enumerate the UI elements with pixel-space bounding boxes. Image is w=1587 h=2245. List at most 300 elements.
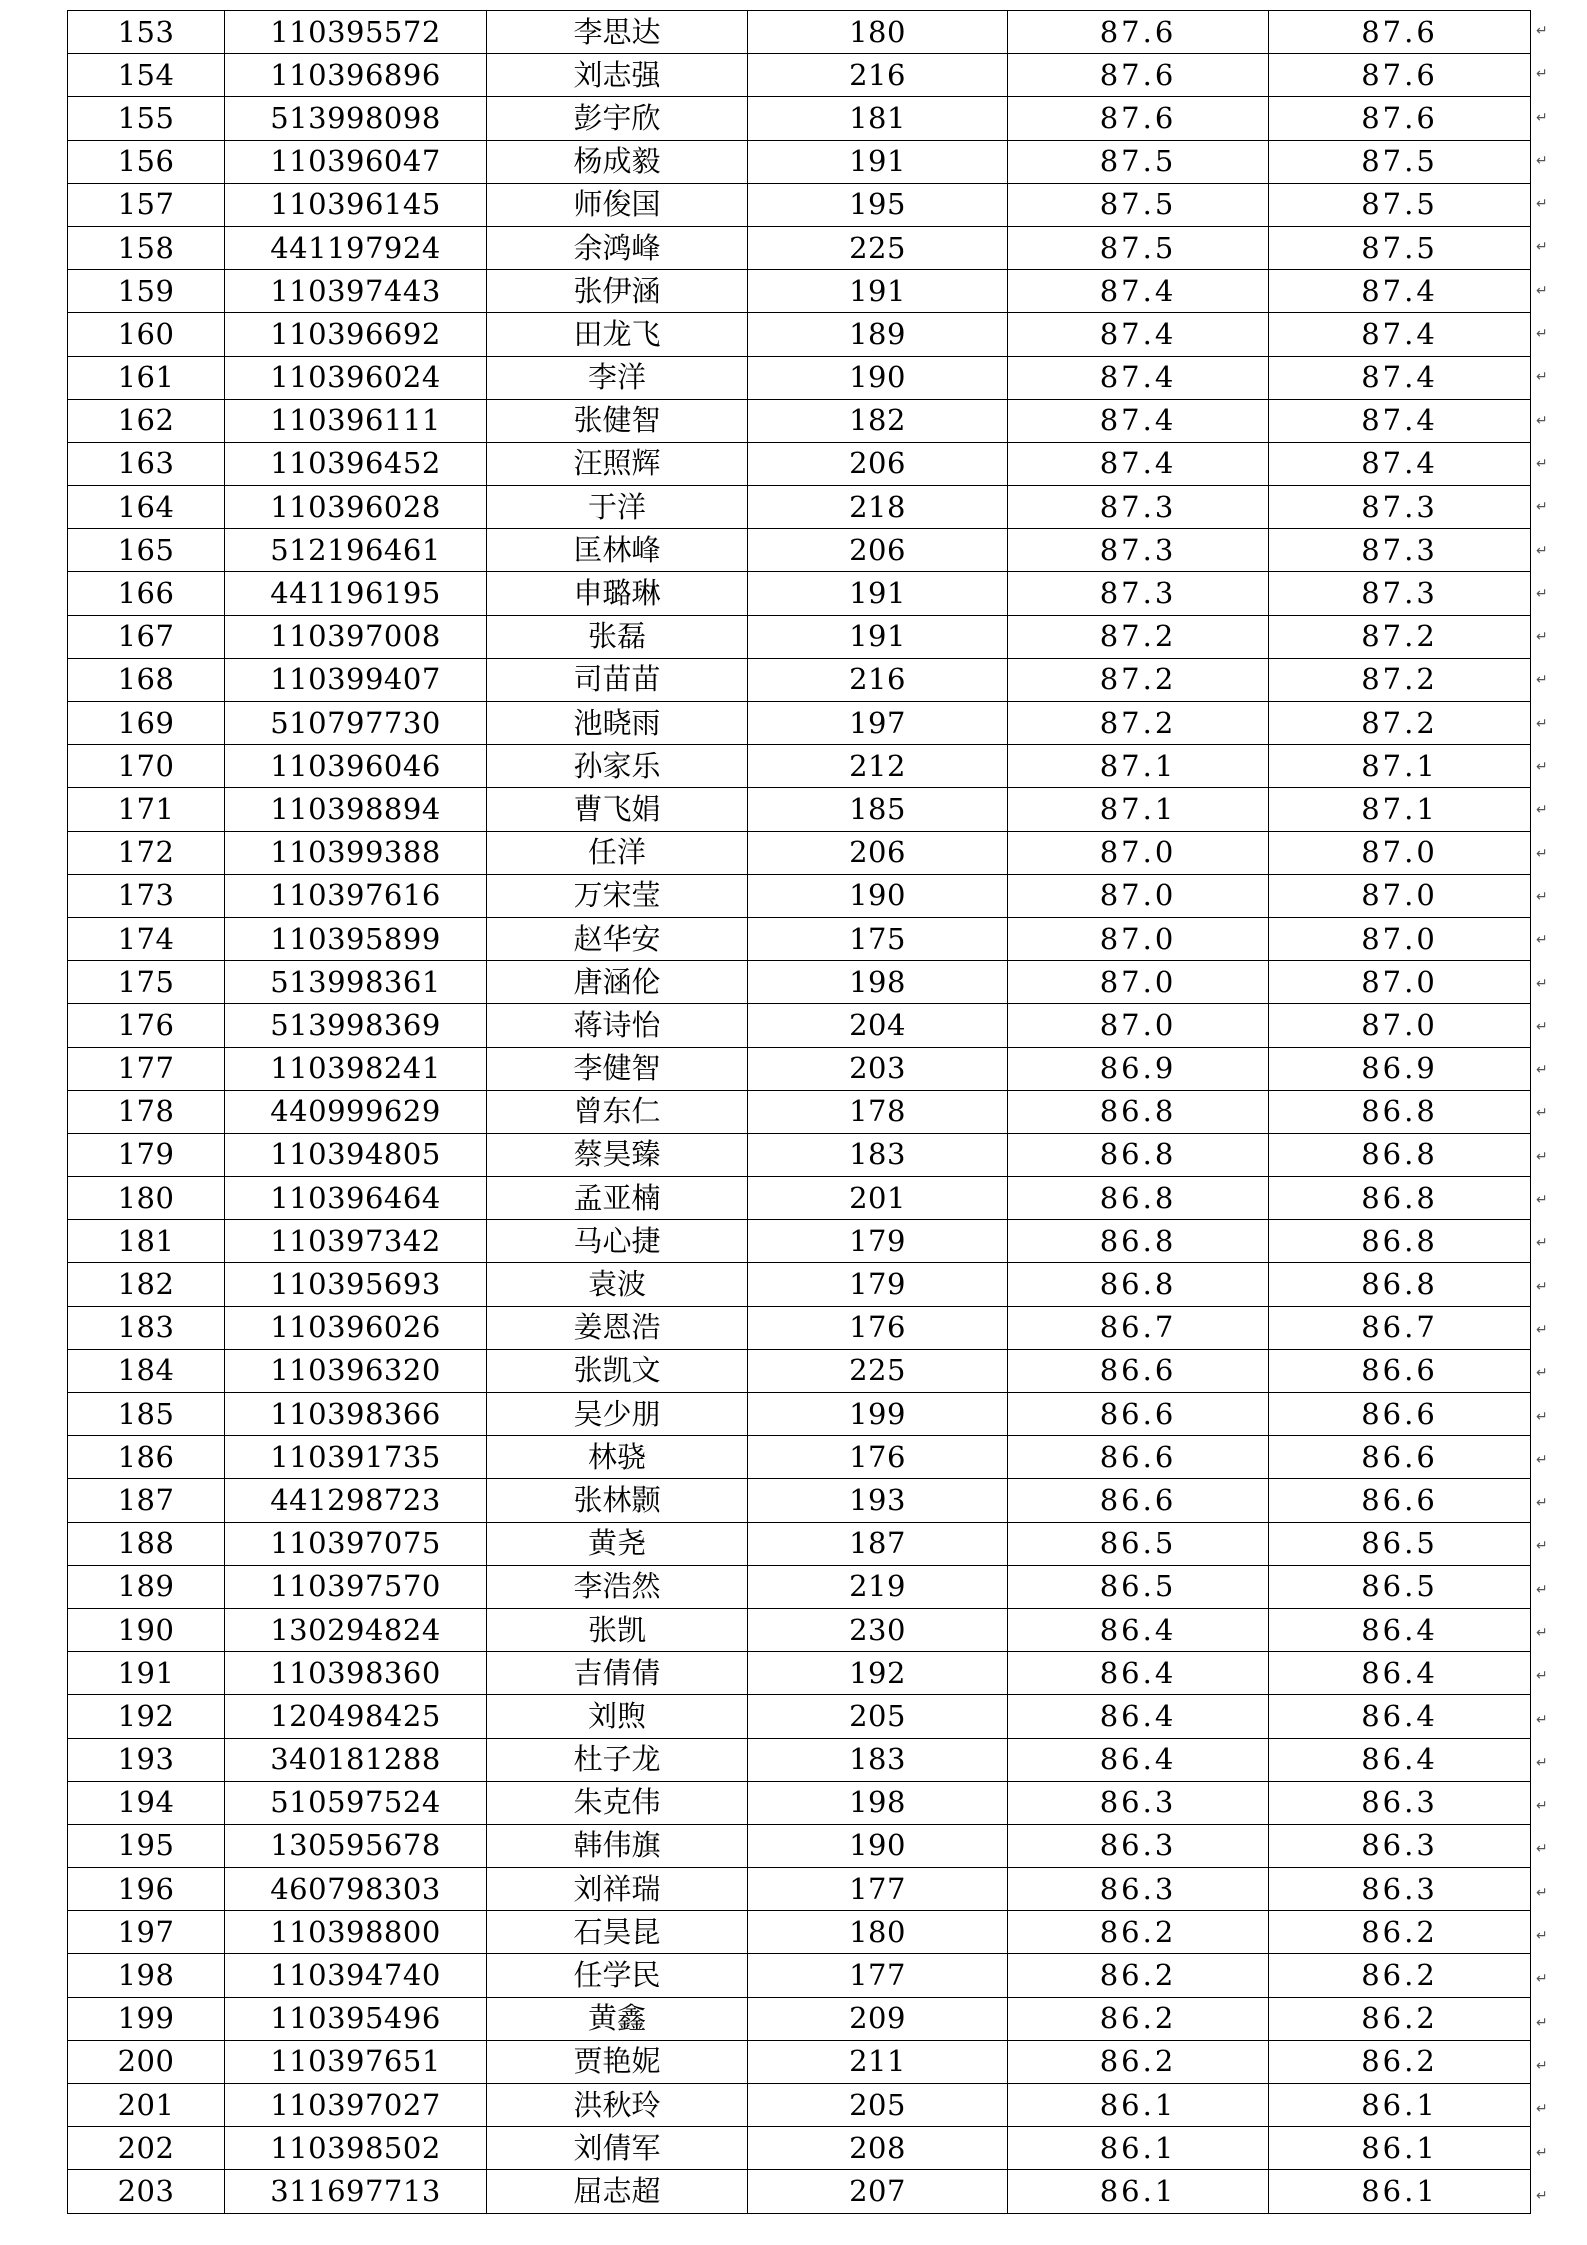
score-a-cell: 191 [748, 270, 1008, 313]
table-row [68, 140, 1531, 183]
paragraph-mark-icon: ↵ [1536, 1581, 1548, 1598]
rank-cell: 200 [68, 2040, 225, 2083]
table-row [68, 1695, 1531, 1738]
name-cell: 吉倩倩 [487, 1652, 748, 1695]
rank-cell: 164 [68, 486, 225, 529]
rank-cell: 154 [68, 54, 225, 97]
score-b-cell: 86.6 [1008, 1436, 1269, 1479]
paragraph-mark-icon: ↵ [1536, 1624, 1548, 1641]
score-a-cell: 190 [748, 356, 1008, 399]
candidate-id-cell: 311697713 [225, 2170, 487, 2213]
score-c-cell: 86.8 [1269, 1220, 1531, 1263]
name-cell: 孙家乐 [487, 745, 748, 788]
score-c-cell: 87.3 [1269, 572, 1531, 615]
paragraph-mark-icon: ↵ [1536, 2057, 1548, 2074]
score-b-cell: 87.5 [1008, 140, 1269, 183]
score-a-cell: 207 [748, 2170, 1008, 2213]
score-a-cell: 225 [748, 1349, 1008, 1392]
table-row [68, 11, 1531, 54]
score-c-cell: 86.6 [1269, 1393, 1531, 1436]
name-cell: 孟亚楠 [487, 1177, 748, 1220]
rank-cell: 167 [68, 615, 225, 658]
score-a-cell: 230 [748, 1608, 1008, 1651]
score-c-cell: 87.3 [1269, 486, 1531, 529]
name-cell: 田龙飞 [487, 313, 748, 356]
name-cell: 张凯 [487, 1608, 748, 1651]
candidate-id-cell: 110395693 [225, 1263, 487, 1306]
rank-cell: 201 [68, 2084, 225, 2127]
score-c-cell: 86.4 [1269, 1608, 1531, 1651]
table-row [68, 442, 1531, 485]
score-b-cell: 86.8 [1008, 1090, 1269, 1133]
score-b-cell: 86.4 [1008, 1652, 1269, 1695]
rank-cell: 183 [68, 1306, 225, 1349]
candidate-id-cell: 513998369 [225, 1004, 487, 1047]
score-c-cell: 86.3 [1269, 1824, 1531, 1867]
score-b-cell: 86.1 [1008, 2127, 1269, 2170]
candidate-id-cell: 110398366 [225, 1393, 487, 1436]
score-a-cell: 216 [748, 54, 1008, 97]
rank-cell: 197 [68, 1911, 225, 1954]
table-row [68, 529, 1531, 572]
name-cell: 李思达 [487, 11, 748, 54]
paragraph-mark-icon: ↵ [1536, 932, 1548, 949]
table-row [68, 1652, 1531, 1695]
rank-cell: 179 [68, 1133, 225, 1176]
candidate-id-cell: 110397075 [225, 1522, 487, 1565]
score-b-cell: 86.6 [1008, 1349, 1269, 1392]
paragraph-mark-icon: ↵ [1536, 2101, 1548, 2118]
name-cell: 石昊昆 [487, 1911, 748, 1954]
table-row [68, 2084, 1531, 2127]
score-c-cell: 86.5 [1269, 1565, 1531, 1608]
score-a-cell: 181 [748, 97, 1008, 140]
score-a-cell: 206 [748, 831, 1008, 874]
paragraph-mark-icon: ↵ [1536, 1451, 1548, 1468]
score-c-cell: 87.2 [1269, 658, 1531, 701]
score-c-cell: 86.6 [1269, 1479, 1531, 1522]
name-cell: 彭宇欣 [487, 97, 748, 140]
score-b-cell: 86.8 [1008, 1177, 1269, 1220]
rank-cell: 194 [68, 1781, 225, 1824]
candidate-id-cell: 110391735 [225, 1436, 487, 1479]
candidate-id-cell: 110398894 [225, 788, 487, 831]
score-c-cell: 87.0 [1269, 831, 1531, 874]
name-cell: 姜恩浩 [487, 1306, 748, 1349]
score-b-cell: 87.4 [1008, 399, 1269, 442]
name-cell: 袁波 [487, 1263, 748, 1306]
score-b-cell: 87.6 [1008, 97, 1269, 140]
rank-cell: 166 [68, 572, 225, 615]
score-a-cell: 198 [748, 961, 1008, 1004]
name-cell: 张磊 [487, 615, 748, 658]
candidate-id-cell: 130595678 [225, 1824, 487, 1867]
candidate-id-cell: 110397342 [225, 1220, 487, 1263]
candidate-id-cell: 510797730 [225, 702, 487, 745]
paragraph-mark-icon: ↵ [1536, 455, 1548, 472]
score-b-cell: 87.4 [1008, 442, 1269, 485]
table-row [68, 658, 1531, 701]
score-a-cell: 206 [748, 442, 1008, 485]
table-row [68, 270, 1531, 313]
paragraph-mark-icon: ↵ [1536, 1148, 1548, 1165]
score-a-cell: 191 [748, 615, 1008, 658]
score-c-cell: 86.2 [1269, 2040, 1531, 2083]
candidate-id-cell: 440999629 [225, 1090, 487, 1133]
score-c-cell: 87.0 [1269, 917, 1531, 960]
rank-cell: 198 [68, 1954, 225, 1997]
paragraph-mark-icon: ↵ [1536, 412, 1548, 429]
table-row [68, 572, 1531, 615]
score-a-cell: 179 [748, 1220, 1008, 1263]
paragraph-mark-icon: ↵ [1536, 975, 1548, 992]
score-c-cell: 87.4 [1269, 313, 1531, 356]
score-b-cell: 86.3 [1008, 1868, 1269, 1911]
name-cell: 匡林峰 [487, 529, 748, 572]
score-table-body [68, 11, 1531, 2214]
name-cell: 刘煦 [487, 1695, 748, 1738]
rank-cell: 191 [68, 1652, 225, 1695]
score-a-cell: 206 [748, 529, 1008, 572]
name-cell: 黄鑫 [487, 1997, 748, 2040]
score-b-cell: 86.2 [1008, 2040, 1269, 2083]
table-row [68, 1911, 1531, 1954]
name-cell: 池晓雨 [487, 702, 748, 745]
paragraph-mark-icon: ↵ [1536, 1192, 1548, 1209]
score-c-cell: 86.3 [1269, 1868, 1531, 1911]
score-b-cell: 86.2 [1008, 1954, 1269, 1997]
score-a-cell: 212 [748, 745, 1008, 788]
rank-cell: 163 [68, 442, 225, 485]
paragraph-mark-icon: ↵ [1536, 845, 1548, 862]
score-a-cell: 185 [748, 788, 1008, 831]
score-a-cell: 190 [748, 874, 1008, 917]
score-a-cell: 180 [748, 11, 1008, 54]
candidate-id-cell: 441196195 [225, 572, 487, 615]
paragraph-mark-icon: ↵ [1536, 629, 1548, 646]
rank-cell: 169 [68, 702, 225, 745]
table-row [68, 1868, 1531, 1911]
score-c-cell: 87.4 [1269, 270, 1531, 313]
candidate-id-cell: 110396111 [225, 399, 487, 442]
score-c-cell: 86.6 [1269, 1436, 1531, 1479]
score-c-cell: 86.7 [1269, 1306, 1531, 1349]
table-row [68, 97, 1531, 140]
rank-cell: 184 [68, 1349, 225, 1392]
table-row [68, 1565, 1531, 1608]
rank-cell: 199 [68, 1997, 225, 2040]
paragraph-mark-icon: ↵ [1536, 1278, 1548, 1295]
rank-cell: 182 [68, 1263, 225, 1306]
score-b-cell: 86.5 [1008, 1565, 1269, 1608]
score-c-cell: 86.4 [1269, 1695, 1531, 1738]
candidate-id-cell: 130294824 [225, 1608, 487, 1651]
candidate-id-cell: 110396464 [225, 1177, 487, 1220]
score-a-cell: 201 [748, 1177, 1008, 1220]
rank-cell: 189 [68, 1565, 225, 1608]
score-c-cell: 87.2 [1269, 702, 1531, 745]
candidate-id-cell: 110394740 [225, 1954, 487, 1997]
table-row [68, 831, 1531, 874]
score-c-cell: 86.9 [1269, 1047, 1531, 1090]
score-a-cell: 183 [748, 1738, 1008, 1781]
paragraph-mark-icon: ↵ [1536, 1321, 1548, 1338]
score-a-cell: 193 [748, 1479, 1008, 1522]
table-row [68, 54, 1531, 97]
score-b-cell: 86.6 [1008, 1393, 1269, 1436]
score-b-cell: 86.7 [1008, 1306, 1269, 1349]
candidate-id-cell: 110396320 [225, 1349, 487, 1392]
table-row [68, 2040, 1531, 2083]
rank-cell: 195 [68, 1824, 225, 1867]
table-row [68, 313, 1531, 356]
paragraph-mark-icon: ↵ [1536, 499, 1548, 516]
table-row [68, 1177, 1531, 1220]
score-a-cell: 192 [748, 1652, 1008, 1695]
rank-cell: 185 [68, 1393, 225, 1436]
score-a-cell: 218 [748, 486, 1008, 529]
rank-cell: 190 [68, 1608, 225, 1651]
name-cell: 汪照辉 [487, 442, 748, 485]
paragraph-mark-icon: ↵ [1536, 1884, 1548, 1901]
name-cell: 贾艳妮 [487, 2040, 748, 2083]
rank-cell: 160 [68, 313, 225, 356]
score-b-cell: 87.1 [1008, 788, 1269, 831]
candidate-id-cell: 110396896 [225, 54, 487, 97]
score-c-cell: 86.6 [1269, 1349, 1531, 1392]
table-row [68, 1954, 1531, 1997]
table-row [68, 1608, 1531, 1651]
paragraph-mark-icon: ↵ [1536, 542, 1548, 559]
table-row [68, 1306, 1531, 1349]
candidate-id-cell: 512196461 [225, 529, 487, 572]
score-a-cell: 191 [748, 572, 1008, 615]
score-c-cell: 87.5 [1269, 183, 1531, 226]
score-a-cell: 179 [748, 1263, 1008, 1306]
name-cell: 张林颢 [487, 1479, 748, 1522]
table-row [68, 356, 1531, 399]
score-a-cell: 180 [748, 1911, 1008, 1954]
candidate-id-cell: 110395572 [225, 11, 487, 54]
candidate-id-cell: 110397651 [225, 2040, 487, 2083]
candidate-id-cell: 110398800 [225, 1911, 487, 1954]
rank-cell: 165 [68, 529, 225, 572]
score-a-cell: 198 [748, 1781, 1008, 1824]
score-b-cell: 86.4 [1008, 1608, 1269, 1651]
candidate-id-cell: 513998098 [225, 97, 487, 140]
score-c-cell: 86.2 [1269, 1997, 1531, 2040]
score-a-cell: 175 [748, 917, 1008, 960]
paragraph-mark-icon: ↵ [1536, 1062, 1548, 1079]
paragraph-mark-icon: ↵ [1536, 1711, 1548, 1728]
paragraph-mark-icon: ↵ [1536, 1495, 1548, 1512]
name-cell: 蔡昊臻 [487, 1133, 748, 1176]
score-a-cell: 209 [748, 1997, 1008, 2040]
score-c-cell: 86.2 [1269, 1954, 1531, 1997]
table-row [68, 1004, 1531, 1047]
score-c-cell: 87.5 [1269, 226, 1531, 269]
rank-cell: 170 [68, 745, 225, 788]
paragraph-mark-icon: ↵ [1536, 802, 1548, 819]
candidate-id-cell: 340181288 [225, 1738, 487, 1781]
candidate-id-cell: 110396047 [225, 140, 487, 183]
rank-cell: 168 [68, 658, 225, 701]
name-cell: 张健智 [487, 399, 748, 442]
name-cell: 任洋 [487, 831, 748, 874]
candidate-id-cell: 110396692 [225, 313, 487, 356]
candidate-id-cell: 110398241 [225, 1047, 487, 1090]
candidate-id-cell: 120498425 [225, 1695, 487, 1738]
name-cell: 唐涵伦 [487, 961, 748, 1004]
table-row [68, 1824, 1531, 1867]
name-cell: 申璐琳 [487, 572, 748, 615]
name-cell: 杨成毅 [487, 140, 748, 183]
paragraph-mark-icon: ↵ [1536, 326, 1548, 343]
table-row [68, 2127, 1531, 2170]
score-b-cell: 87.2 [1008, 658, 1269, 701]
name-cell: 朱克伟 [487, 1781, 748, 1824]
score-b-cell: 87.6 [1008, 54, 1269, 97]
candidate-id-cell: 110395899 [225, 917, 487, 960]
score-table [67, 10, 1531, 2214]
paragraph-mark-icon: ↵ [1536, 585, 1548, 602]
candidate-id-cell: 110399407 [225, 658, 487, 701]
table-row [68, 2170, 1531, 2213]
table-row [68, 1090, 1531, 1133]
table-row [68, 917, 1531, 960]
score-c-cell: 86.4 [1269, 1652, 1531, 1695]
score-a-cell: 187 [748, 1522, 1008, 1565]
table-row [68, 1738, 1531, 1781]
paragraph-mark-icon: ↵ [1536, 1538, 1548, 1555]
score-b-cell: 86.2 [1008, 1997, 1269, 2040]
rank-cell: 177 [68, 1047, 225, 1090]
name-cell: 刘志强 [487, 54, 748, 97]
score-a-cell: 211 [748, 2040, 1008, 2083]
score-b-cell: 87.2 [1008, 702, 1269, 745]
score-b-cell: 87.4 [1008, 270, 1269, 313]
score-c-cell: 87.0 [1269, 874, 1531, 917]
score-b-cell: 86.2 [1008, 1911, 1269, 1954]
score-c-cell: 87.3 [1269, 529, 1531, 572]
paragraph-mark-icon: ↵ [1536, 1798, 1548, 1815]
score-b-cell: 86.3 [1008, 1824, 1269, 1867]
name-cell: 刘倩军 [487, 2127, 748, 2170]
candidate-id-cell: 110396145 [225, 183, 487, 226]
rank-cell: 203 [68, 2170, 225, 2213]
paragraph-mark-icon: ↵ [1536, 1928, 1548, 1945]
paragraph-mark-icon: ↵ [1536, 1971, 1548, 1988]
score-b-cell: 87.0 [1008, 1004, 1269, 1047]
paragraph-mark-icon: ↵ [1536, 1668, 1548, 1685]
score-a-cell: 219 [748, 1565, 1008, 1608]
rank-cell: 158 [68, 226, 225, 269]
score-b-cell: 87.0 [1008, 831, 1269, 874]
name-cell: 张凯文 [487, 1349, 748, 1392]
name-cell: 洪秋玲 [487, 2084, 748, 2127]
score-c-cell: 87.4 [1269, 399, 1531, 442]
score-a-cell: 176 [748, 1306, 1008, 1349]
score-b-cell: 87.2 [1008, 615, 1269, 658]
rank-cell: 173 [68, 874, 225, 917]
score-b-cell: 87.3 [1008, 486, 1269, 529]
candidate-id-cell: 513998361 [225, 961, 487, 1004]
score-c-cell: 86.1 [1269, 2170, 1531, 2213]
rank-cell: 175 [68, 961, 225, 1004]
score-c-cell: 87.4 [1269, 442, 1531, 485]
candidate-id-cell: 510597524 [225, 1781, 487, 1824]
paragraph-mark-icon: ↵ [1536, 2144, 1548, 2161]
rank-cell: 174 [68, 917, 225, 960]
candidate-id-cell: 110398502 [225, 2127, 487, 2170]
score-c-cell: 86.1 [1269, 2084, 1531, 2127]
rank-cell: 159 [68, 270, 225, 313]
score-a-cell: 176 [748, 1436, 1008, 1479]
candidate-id-cell: 110396452 [225, 442, 487, 485]
name-cell: 屈志超 [487, 2170, 748, 2213]
name-cell: 李浩然 [487, 1565, 748, 1608]
score-a-cell: 205 [748, 1695, 1008, 1738]
candidate-id-cell: 110397616 [225, 874, 487, 917]
score-c-cell: 87.5 [1269, 140, 1531, 183]
score-b-cell: 86.8 [1008, 1133, 1269, 1176]
score-a-cell: 177 [748, 1954, 1008, 1997]
candidate-id-cell: 110398360 [225, 1652, 487, 1695]
score-b-cell: 87.4 [1008, 313, 1269, 356]
name-cell: 万宋莹 [487, 874, 748, 917]
score-a-cell: 216 [748, 658, 1008, 701]
score-b-cell: 86.1 [1008, 2084, 1269, 2127]
candidate-id-cell: 110396024 [225, 356, 487, 399]
rank-cell: 181 [68, 1220, 225, 1263]
score-c-cell: 87.1 [1269, 788, 1531, 831]
rank-cell: 186 [68, 1436, 225, 1479]
paragraph-mark-icon: ↵ [1536, 1235, 1548, 1252]
score-a-cell: 182 [748, 399, 1008, 442]
score-a-cell: 178 [748, 1090, 1008, 1133]
score-b-cell: 87.3 [1008, 572, 1269, 615]
name-cell: 林骁 [487, 1436, 748, 1479]
score-b-cell: 86.9 [1008, 1047, 1269, 1090]
score-b-cell: 86.6 [1008, 1479, 1269, 1522]
score-b-cell: 87.0 [1008, 917, 1269, 960]
paragraph-mark-icon: ↵ [1536, 23, 1548, 39]
score-a-cell: 190 [748, 1824, 1008, 1867]
paragraph-mark-icon: ↵ [1536, 1408, 1548, 1425]
table-row [68, 745, 1531, 788]
candidate-id-cell: 460798303 [225, 1868, 487, 1911]
table-row [68, 1479, 1531, 1522]
score-b-cell: 86.4 [1008, 1695, 1269, 1738]
table-row [68, 1220, 1531, 1263]
table-row [68, 1263, 1531, 1306]
table-row [68, 1133, 1531, 1176]
score-a-cell: 205 [748, 2084, 1008, 2127]
score-c-cell: 86.1 [1269, 2127, 1531, 2170]
table-row [68, 1522, 1531, 1565]
name-cell: 韩伟旗 [487, 1824, 748, 1867]
score-b-cell: 86.8 [1008, 1263, 1269, 1306]
candidate-id-cell: 110397027 [225, 2084, 487, 2127]
score-b-cell: 86.5 [1008, 1522, 1269, 1565]
score-b-cell: 86.4 [1008, 1738, 1269, 1781]
paragraph-marks-column [1536, 10, 1556, 2218]
rank-cell: 193 [68, 1738, 225, 1781]
rank-cell: 192 [68, 1695, 225, 1738]
table-row [68, 1781, 1531, 1824]
paragraph-mark-icon: ↵ [1536, 2187, 1548, 2204]
score-b-cell: 86.8 [1008, 1220, 1269, 1263]
